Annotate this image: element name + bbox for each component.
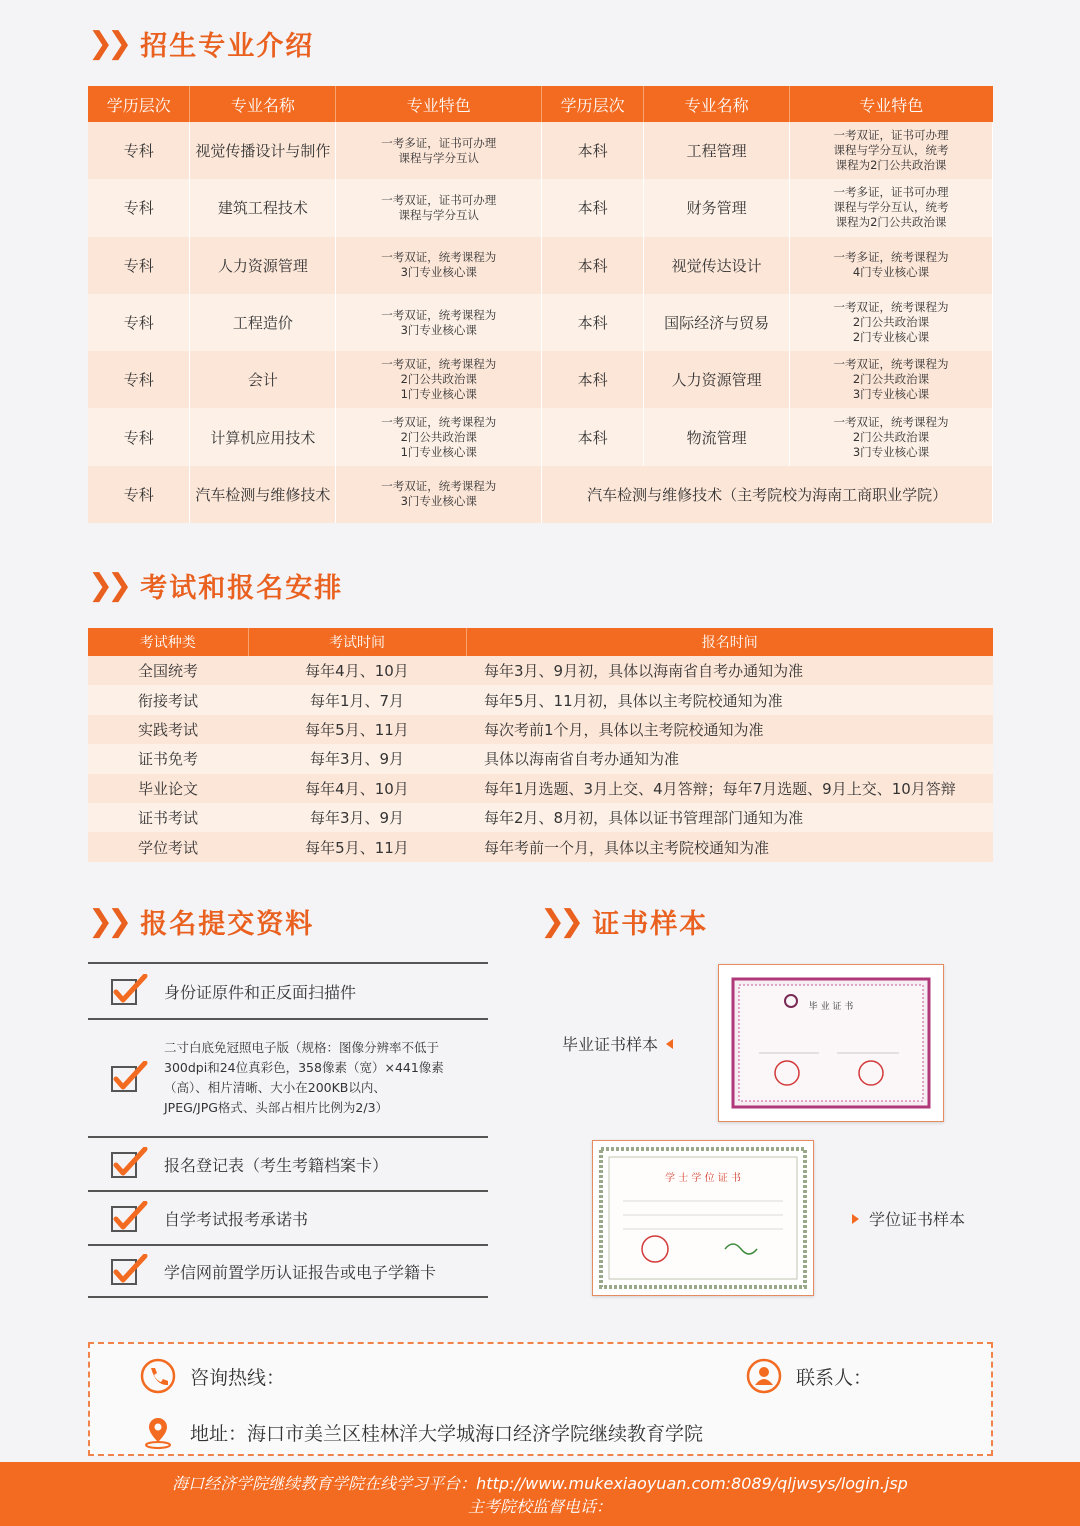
checkmark-icon — [110, 1147, 148, 1181]
table-row — [88, 122, 993, 179]
feature-line: 一考双证，统考课程为 — [381, 357, 497, 372]
table-cell: 专科 — [88, 294, 190, 351]
table-cell: 物流管理 — [644, 408, 790, 465]
table-cell: 人力资源管理 — [644, 351, 790, 408]
table-note-cell: 汽车检测与维修技术（主考院校为海南工商职业学院） — [542, 466, 993, 523]
table-cell — [790, 237, 993, 294]
table-cell: 每年2月、8月初，具体以证书管理部门通知为准 — [466, 803, 993, 832]
feature-line: 2门公共政治课 — [400, 372, 477, 387]
majors-header: 专业名称 — [190, 86, 336, 122]
table-cell: 汽车检测与维修技术 — [190, 466, 336, 523]
feature-line: 课程与学分互认，统考 — [833, 200, 949, 215]
majors-header-row — [88, 86, 993, 122]
exams-header: 考试时间 — [248, 628, 466, 656]
table-cell — [336, 466, 542, 523]
table-row — [88, 294, 993, 351]
feature-line: 2门公共政治课 — [852, 315, 930, 330]
list-item — [88, 1018, 488, 1136]
footer-supervision-text: 主考院校监督电话： — [467, 1497, 612, 1516]
table-cell: 每年1月选题、3月上交、4月答辩；每年7月选题、9月上交、10月答辩 — [466, 774, 993, 803]
feature-line: 3门专业核心课 — [400, 322, 477, 337]
feature-line: 2门公共政治课 — [852, 372, 930, 387]
table-row — [88, 715, 993, 744]
majors-section-title — [88, 24, 314, 63]
material-text: 学信网前置学历认证报告或电子学籍卡 — [164, 1262, 437, 1282]
feature-line: 课程为2门公共政治课 — [835, 158, 947, 173]
table-cell — [790, 408, 993, 465]
exams-section-title — [88, 566, 343, 605]
table-row — [88, 351, 993, 408]
feature-line: 一考双证，证书可办理 — [381, 192, 497, 207]
majors-title-text: 招生专业介绍 — [140, 31, 315, 62]
table-cell: 毕业论文 — [88, 774, 248, 803]
degree-certificate-svg — [593, 1141, 813, 1295]
feature-line: 4门专业核心课 — [852, 265, 930, 280]
table-cell: 每年5月、11月初，具体以主考院校通知为准 — [466, 685, 993, 714]
table-row — [88, 179, 993, 236]
table-cell: 证书考试 — [88, 803, 248, 832]
hotline-row — [140, 1358, 285, 1394]
address-text: 地址：海口市美兰区桂林洋大学城海口经济学院继续教育学院 — [190, 1422, 704, 1445]
majors-header: 专业名称 — [644, 86, 790, 122]
exams-title-text: 考试和报名安排 — [140, 573, 344, 604]
feature-line: 3门专业核心课 — [400, 494, 477, 509]
table-cell — [790, 179, 993, 236]
feature-line: 一考多证，证书可办理 — [833, 185, 949, 200]
table-cell: 计算机应用技术 — [190, 408, 336, 465]
material-line: （高）、相片清晰、大小在200KB以内、 — [164, 1080, 386, 1095]
materials-title-text: 报名提交资料 — [140, 909, 315, 940]
checkmark-icon — [110, 1254, 148, 1288]
material-text — [164, 1038, 444, 1118]
feature-line: 一考双证，统考课程为 — [381, 307, 497, 322]
table-cell — [790, 122, 993, 179]
exams-header-row — [88, 628, 993, 656]
table-cell: 每年考前一个月，具体以主考院校通知为准 — [466, 832, 993, 861]
material-text: 身份证原件和正反面扫描件 — [164, 982, 357, 1002]
feature-line: 一考双证，统考课程为 — [381, 479, 497, 494]
table-cell — [336, 351, 542, 408]
contact-box — [88, 1342, 993, 1456]
feature-line: 一考双证，统考课程为 — [833, 414, 949, 429]
feature-line: 2门公共政治课 — [852, 429, 930, 444]
table-cell: 视觉传达设计 — [644, 237, 790, 294]
certs-title-text: 证书样本 — [592, 909, 709, 940]
table-row — [88, 408, 993, 465]
list-item — [88, 1190, 488, 1244]
table-cell: 每次考前1个月，具体以主考院校通知为准 — [466, 715, 993, 744]
table-cell — [336, 408, 542, 465]
triangle-right-icon — [852, 1214, 859, 1224]
table-row — [88, 237, 993, 294]
majors-header: 学历层次 — [542, 86, 644, 122]
table-cell: 每年3月、9月初，具体以海南省自考办通知为准 — [466, 656, 993, 685]
table-cell: 本科 — [542, 179, 644, 236]
feature-line: 一考双证，统考课程为 — [833, 300, 949, 315]
feature-line: 3门专业核心课 — [852, 444, 930, 459]
table-cell: 每年3月、9月 — [248, 744, 466, 773]
majors-header: 学历层次 — [88, 86, 190, 122]
exams-header: 报名时间 — [466, 628, 993, 656]
grad-cert-label-text: 毕业证书样本 — [562, 1035, 659, 1054]
checkmark-icon — [110, 1201, 148, 1235]
table-cell: 专科 — [88, 466, 190, 523]
table-cell — [336, 294, 542, 351]
checkmark-icon — [110, 1061, 148, 1095]
feature-line: 1门专业核心课 — [400, 387, 477, 402]
table-cell: 每年3月、9月 — [248, 803, 466, 832]
feature-line: 课程与学分互认，统考 — [833, 143, 949, 158]
table-cell: 工程管理 — [644, 122, 790, 179]
feature-line: 3门专业核心课 — [400, 265, 477, 280]
table-cell — [790, 294, 993, 351]
degree-cert-label — [852, 1207, 965, 1230]
exams-table — [88, 628, 993, 862]
material-text: 自学考试报考承诺书 — [164, 1209, 309, 1229]
address-row — [140, 1414, 703, 1450]
materials-list — [88, 962, 488, 1298]
material-line: JPEG/JPG格式、头部占相片比例为2/3） — [164, 1100, 389, 1115]
majors-table — [88, 86, 993, 523]
graduation-certificate-svg — [719, 965, 943, 1121]
material-text: 报名登记表（考生考籍档案卡） — [164, 1155, 389, 1175]
feature-line: 1门专业核心课 — [400, 444, 477, 459]
table-row — [88, 803, 993, 832]
table-cell: 本科 — [542, 294, 644, 351]
feature-line: 3门专业核心课 — [852, 387, 930, 402]
double-chevron-icon: ❯❯ — [88, 904, 127, 939]
list-item — [88, 1244, 488, 1298]
table-cell: 视觉传播设计与制作 — [190, 122, 336, 179]
table-row — [88, 466, 993, 523]
table-cell — [336, 179, 542, 236]
footer-platform-text: 海口经济学院继续教育学院在线学习平台：http://www.mukexiaoyuan.com:8089/qljwsys/login.jsp — [172, 1474, 908, 1493]
table-cell: 专科 — [88, 122, 190, 179]
feature-line: 一考双证，统考课程为 — [833, 357, 949, 372]
degree-cert-label-text: 学位证书样本 — [869, 1210, 966, 1229]
table-cell: 专科 — [88, 351, 190, 408]
double-chevron-icon: ❯❯ — [88, 26, 127, 61]
table-cell: 财务管理 — [644, 179, 790, 236]
feature-line: 一考双证，证书可办理 — [833, 128, 949, 143]
feature-line: 一考多证，统考课程为 — [833, 250, 949, 265]
material-line: 300dpi和24位真彩色，358像素（宽）×441像素 — [164, 1060, 444, 1075]
list-item — [88, 962, 488, 1018]
certs-section-title — [540, 902, 708, 941]
feature-line: 一考双证，统考课程为 — [381, 250, 497, 265]
feature-line: 2门专业核心课 — [852, 330, 930, 345]
material-line: 二寸白底免冠照电子版（规格：图像分辨率不低于 — [164, 1040, 440, 1055]
exams-header: 考试种类 — [88, 628, 248, 656]
table-row — [88, 744, 993, 773]
feature-line: 一考多证，证书可办理 — [381, 135, 497, 150]
majors-header: 专业特色 — [336, 86, 542, 122]
hotline-label: 咨询热线： — [190, 1366, 286, 1389]
grad-cert-label — [562, 1032, 673, 1055]
graduation-certificate-image — [718, 964, 944, 1122]
footer-banner — [0, 1462, 1080, 1526]
table-row — [88, 774, 993, 803]
table-cell: 工程造价 — [190, 294, 336, 351]
table-cell: 本科 — [542, 351, 644, 408]
table-cell — [336, 122, 542, 179]
table-cell — [790, 351, 993, 408]
table-cell: 会计 — [190, 351, 336, 408]
table-cell: 本科 — [542, 237, 644, 294]
table-cell: 本科 — [542, 408, 644, 465]
table-cell: 建筑工程技术 — [190, 179, 336, 236]
contact-person-row — [746, 1358, 872, 1394]
table-cell: 具体以海南省自考办通知为准 — [466, 744, 993, 773]
double-chevron-icon: ❯❯ — [88, 568, 127, 603]
table-row — [88, 656, 993, 685]
degree-cert-title: 学 士 学 位 证 书 — [665, 1173, 741, 1184]
table-cell: 本科 — [542, 122, 644, 179]
materials-section-title — [88, 902, 314, 941]
degree-certificate-image — [592, 1140, 814, 1296]
person-icon — [746, 1358, 782, 1394]
table-cell: 实践考试 — [88, 715, 248, 744]
table-cell: 人力资源管理 — [190, 237, 336, 294]
feature-line: 课程为2门公共政治课 — [835, 215, 947, 230]
table-cell: 专科 — [88, 408, 190, 465]
list-item — [88, 1136, 488, 1190]
table-cell: 学位考试 — [88, 832, 248, 861]
table-cell: 每年1月、7月 — [248, 685, 466, 714]
table-row — [88, 685, 993, 714]
grad-cert-title: 毕 业 证 书 — [808, 1002, 854, 1012]
phone-icon — [140, 1358, 176, 1394]
table-row — [88, 832, 993, 861]
feature-line: 课程与学分互认 — [398, 207, 480, 222]
feature-line: 课程与学分互认 — [398, 150, 480, 165]
table-cell: 专科 — [88, 179, 190, 236]
table-cell: 每年5月、11月 — [248, 832, 466, 861]
table-cell: 每年4月、10月 — [248, 774, 466, 803]
checkmark-icon — [110, 974, 148, 1008]
feature-line: 2门公共政治课 — [400, 429, 477, 444]
table-cell: 证书免考 — [88, 744, 248, 773]
contact-person-label: 联系人： — [796, 1366, 873, 1389]
table-cell: 每年5月、11月 — [248, 715, 466, 744]
table-cell: 国际经济与贸易 — [644, 294, 790, 351]
majors-header: 专业特色 — [790, 86, 993, 122]
feature-line: 一考双证，统考课程为 — [381, 414, 497, 429]
location-pin-icon — [140, 1414, 176, 1450]
table-cell — [336, 237, 542, 294]
triangle-left-icon — [666, 1039, 673, 1049]
table-cell: 专科 — [88, 237, 190, 294]
table-cell: 衔接考试 — [88, 685, 248, 714]
double-chevron-icon: ❯❯ — [540, 904, 579, 939]
table-cell: 全国统考 — [88, 656, 248, 685]
table-cell: 每年4月、10月 — [248, 656, 466, 685]
